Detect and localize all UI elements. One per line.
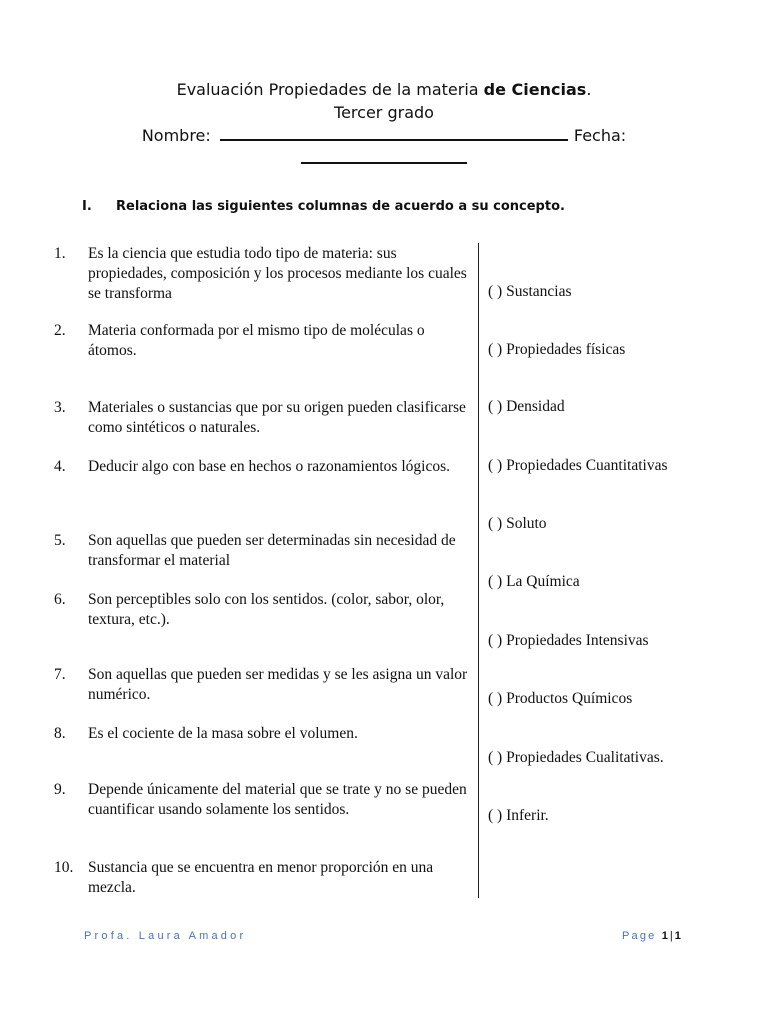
question-text: Depende únicamente del material que se trate y no se pueden cuantificar usando solamente los sentidos.: [88, 781, 467, 818]
footer-author: Profa. Laura Amador: [84, 930, 247, 942]
answer-option: ( ) Propiedades físicas: [488, 341, 626, 358]
page-current: 1: [661, 930, 668, 942]
name-date-line: [0, 124, 768, 147]
name-label: Nombre:: [141, 126, 211, 145]
date-blank: [301, 148, 467, 164]
question-item: [54, 244, 474, 304]
answer-option: ( ) Propiedades Cualitativas.: [488, 749, 664, 766]
question-number: 5.: [54, 532, 66, 549]
document-header: [0, 78, 768, 170]
title-suffix: .: [586, 80, 592, 99]
question-text: Materiales o sustancias que por su origen pueden clasificarse como sintéticos o naturales.: [88, 399, 466, 436]
name-blank: [220, 125, 568, 141]
grade-line: Tercer grado: [334, 103, 434, 122]
question-number: 8.: [54, 725, 66, 742]
question-text: Es la ciencia que estudia todo tipo de materia: sus propiedades, composición y los procesos mediante los cuales se transforma: [88, 245, 467, 302]
answer-option: ( ) Productos Químicos: [488, 690, 633, 707]
question-text: Materia conformada por el mismo tipo de moléculas o átomos.: [88, 322, 425, 359]
question-item: [54, 780, 474, 820]
question-number: 4.: [54, 458, 66, 475]
column-divider: [478, 243, 479, 898]
answer-option: ( ) Propiedades Intensivas: [488, 632, 649, 649]
question-item: [54, 398, 474, 438]
page-total: 1: [674, 930, 681, 942]
section-heading: [82, 199, 565, 214]
section-number: I.: [82, 199, 92, 214]
section-instruction: Relaciona las siguientes columnas de acuerdo a su concepto.: [116, 199, 565, 214]
question-item: [54, 321, 474, 361]
question-item: [54, 531, 474, 571]
question-number: 3.: [54, 399, 66, 416]
question-text: Son aquellas que pueden ser determinadas sin necesidad de transformar el material: [88, 532, 456, 569]
answer-option: ( ) Soluto: [488, 515, 547, 532]
question-text: Son perceptibles solo con los sentidos. (color, sabor, olor, textura, etc.).: [88, 591, 445, 628]
question-text: Son aquellas que pueden ser medidas y se les asigna un valor numérico.: [88, 666, 468, 703]
question-number: 1.: [54, 245, 66, 262]
question-item: [54, 665, 474, 705]
question-text: Es el cociente de la masa sobre el volumen.: [88, 725, 358, 742]
answer-option: ( ) Propiedades Cuantitativas: [488, 457, 668, 474]
question-number: 6.: [54, 591, 66, 608]
question-number: 7.: [54, 666, 66, 683]
question-item: [54, 858, 474, 898]
page-separator: |: [669, 930, 673, 942]
question-text: Sustancia que se encuentra en menor proporción en una mezcla.: [88, 859, 434, 896]
question-item: [54, 724, 474, 744]
question-number: 2.: [54, 322, 66, 339]
question-number: 9.: [54, 781, 66, 798]
date-label: Fecha:: [573, 126, 627, 145]
footer-page-number: [622, 930, 681, 942]
page-label: Page: [622, 930, 657, 942]
answer-option: ( ) Densidad: [488, 398, 565, 415]
answer-option: ( ) Inferir.: [488, 807, 549, 824]
question-number: 10.: [54, 859, 74, 876]
title-line: [0, 78, 768, 101]
question-text: Deducir algo con base en hechos o razonamientos lógicos.: [88, 458, 450, 475]
date-blank-line: [0, 147, 768, 170]
question-item: [54, 590, 474, 630]
question-item: [54, 457, 474, 477]
title-bold: de Ciencias: [483, 80, 587, 99]
answer-option: ( ) Sustancias: [488, 283, 572, 300]
answer-option: ( ) La Química: [488, 573, 580, 590]
title-prefix: Evaluación Propiedades de la materia: [176, 80, 484, 99]
